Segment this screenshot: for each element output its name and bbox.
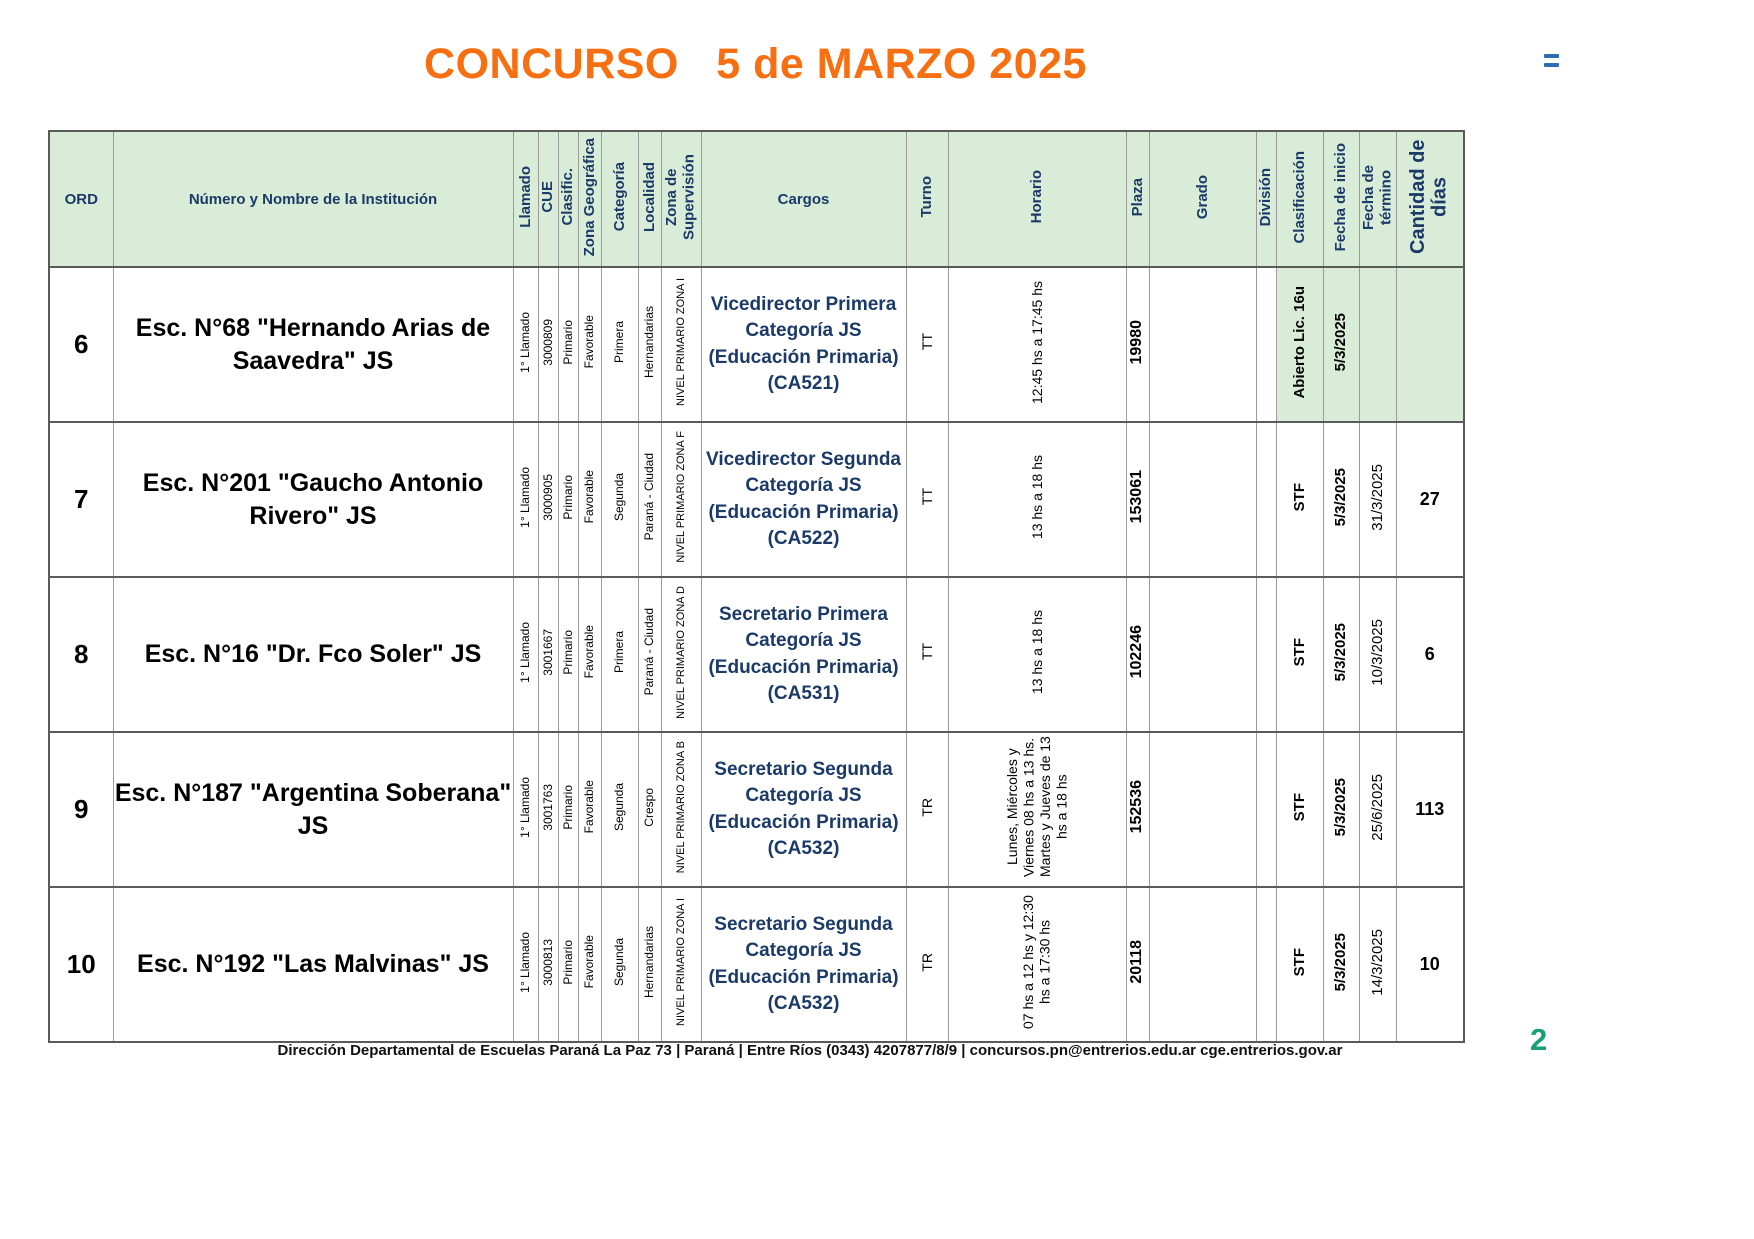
categoria-cell: Segunda [601,732,638,887]
dias-cell [1396,267,1464,422]
plaza-cell: 153061 [1126,422,1149,577]
categoria-cell: Segunda [601,887,638,1042]
division-cell [1256,577,1276,732]
col-header-ord: ORD [49,131,113,267]
col-header-clasificacion: Clasificación [1276,131,1323,267]
cargos-cell: Secretario Segunda Categoría JS (Educación Primaria) (CA532) [701,732,906,887]
grado-cell [1149,422,1256,577]
clasific-cell: Primario [558,577,578,732]
col-header-llamado: Llamado [513,131,538,267]
zona-geografica-cell: Favorable [578,267,601,422]
clasificacion-cell: STF [1276,887,1323,1042]
table-header-row [49,131,1464,267]
ord-cell: 8 [49,577,113,732]
zona-geografica-cell: Favorable [578,887,601,1042]
col-header-categoria: Categoría [601,131,638,267]
clasific-cell: Primario [558,422,578,577]
localidad-cell: Hernandarias [638,267,661,422]
turno-cell: TT [906,577,948,732]
zona-supervision-cell: NIVEL PRIMARIO ZONA B [661,732,701,887]
col-header-institucion: Número y Nombre de la Institución [113,131,513,267]
clasific-cell: Primario [558,887,578,1042]
clasificacion-cell: STF [1276,577,1323,732]
llamado-cell: 1° Llamado [513,267,538,422]
categoria-cell: Primera [601,267,638,422]
categoria-cell: Primera [601,577,638,732]
zona-supervision-cell: NIVEL PRIMARIO ZONA D [661,577,701,732]
plaza-cell: 152536 [1126,732,1149,887]
fecha-inicio-cell: 5/3/2025 [1323,267,1359,422]
turno-cell: TR [906,887,948,1042]
dias-cell: 6 [1396,577,1464,732]
col-header-localidad: Localidad [638,131,661,267]
col-header-zona-supervision: Zona de Supervisión [661,131,701,267]
col-header-zona-geografica: Zona Geográfica [578,131,601,267]
page-title: CONCURSO 5 de MARZO 2025 [424,40,1087,88]
plaza-cell: 102246 [1126,577,1149,732]
col-header-cue: CUE [538,131,558,267]
ord-cell: 6 [49,267,113,422]
dash-icon [1544,63,1559,67]
localidad-cell: Paraná - Ciudad [638,577,661,732]
cue-cell: 3001667 [538,577,558,732]
col-header-plaza: Plaza [1126,131,1149,267]
localidad-cell: Hernandarias [638,887,661,1042]
concurso-table-body [49,267,1464,1042]
zona-geografica-cell: Favorable [578,732,601,887]
plaza-cell: 20118 [1126,887,1149,1042]
table-row [49,267,1464,422]
table-row [49,887,1464,1042]
turno-cell: TT [906,267,948,422]
categoria-cell: Segunda [601,422,638,577]
col-header-grado: Grado [1149,131,1256,267]
footer-text: Dirección Departamental de Escuelas Paraná La Paz 73 | Paraná | Entre Ríos (0343) 4207877/8/9 | concursos.pn@entrerios.edu.ar cge.entrerios.gov.ar [277,1042,1343,1059]
grado-cell [1149,267,1256,422]
blue-dashes-icon[interactable] [1544,54,1560,72]
dias-cell: 10 [1396,887,1464,1042]
institution-cell: Esc. N°201 "Gaucho Antonio Rivero" JS [113,422,513,577]
col-header-cargos: Cargos [701,131,906,267]
cargos-cell: Secretario Segunda Categoría JS (Educación Primaria) (CA532) [701,887,906,1042]
dias-cell: 27 [1396,422,1464,577]
institution-cell: Esc. N°192 "Las Malvinas" JS [113,887,513,1042]
llamado-cell: 1° Llamado [513,732,538,887]
fecha-inicio-cell: 5/3/2025 [1323,732,1359,887]
fecha-termino-cell: 31/3/2025 [1359,422,1396,577]
clasificacion-cell: STF [1276,422,1323,577]
zona-geografica-cell: Favorable [578,577,601,732]
col-header-turno: Turno [906,131,948,267]
dash-icon [1544,54,1559,58]
llamado-cell: 1° Llamado [513,577,538,732]
horario-cell: 13 hs a 18 hs [948,422,1126,577]
cue-cell: 3000813 [538,887,558,1042]
dias-cell: 113 [1396,732,1464,887]
grado-cell [1149,732,1256,887]
horario-cell: 13 hs a 18 hs [948,577,1126,732]
zona-supervision-cell: NIVEL PRIMARIO ZONA I [661,887,701,1042]
clasific-cell: Primario [558,732,578,887]
horario-cell: 12:45 hs a 17:45 hs [948,267,1126,422]
localidad-cell: Crespo [638,732,661,887]
zona-supervision-cell: NIVEL PRIMARIO ZONA F [661,422,701,577]
zona-supervision-cell: NIVEL PRIMARIO ZONA I [661,267,701,422]
fecha-termino-cell: 25/6/2025 [1359,732,1396,887]
clasificacion-cell: STF [1276,732,1323,887]
fecha-inicio-cell: 5/3/2025 [1323,422,1359,577]
fecha-inicio-cell: 5/3/2025 [1323,887,1359,1042]
cue-cell: 3000809 [538,267,558,422]
clasificacion-cell: Abierto Lic. 16u [1276,267,1323,422]
col-header-division: División [1256,131,1276,267]
ord-cell: 9 [49,732,113,887]
ord-cell: 7 [49,422,113,577]
col-header-clasific: Clasific. [558,131,578,267]
cue-cell: 3001763 [538,732,558,887]
division-cell [1256,422,1276,577]
localidad-cell: Paraná - Ciudad [638,422,661,577]
division-cell [1256,267,1276,422]
col-header-fecha-termino: Fecha de término [1359,131,1396,267]
col-header-cantidad-dias: Cantidad de días [1396,131,1464,267]
horario-cell: 07 hs a 12 hs y 12:30 hs a 17:30 hs [948,887,1126,1042]
table-row [49,422,1464,577]
fecha-termino-cell: 14/3/2025 [1359,887,1396,1042]
division-cell [1256,887,1276,1042]
institution-cell: Esc. N°16 "Dr. Fco Soler" JS [113,577,513,732]
institution-cell: Esc. N°68 "Hernando Arias de Saavedra" JS [113,267,513,422]
fecha-termino-cell: 10/3/2025 [1359,577,1396,732]
grado-cell [1149,577,1256,732]
horario-cell: Lunes, Miércoles y Viernes 08 hs a 13 hs. Martes y Jueves de 13 hs a 18 hs [948,732,1126,887]
plaza-cell: 19980 [1126,267,1149,422]
zona-geografica-cell: Favorable [578,422,601,577]
turno-cell: TR [906,732,948,887]
clasific-cell: Primario [558,267,578,422]
llamado-cell: 1° Llamado [513,422,538,577]
llamado-cell: 1° Llamado [513,887,538,1042]
concurso-table [48,130,1465,1043]
cargos-cell: Secretario Primera Categoría JS (Educación Primaria) (CA531) [701,577,906,732]
ord-cell: 10 [49,887,113,1042]
cargos-cell: Vicedirector Primera Categoría JS (Educación Primaria) (CA521) [701,267,906,422]
table-row [49,732,1464,887]
fecha-inicio-cell: 5/3/2025 [1323,577,1359,732]
cargos-cell: Vicedirector Segunda Categoría JS (Educación Primaria) (CA522) [701,422,906,577]
cue-cell: 3000905 [538,422,558,577]
institution-cell: Esc. N°187 "Argentina Soberana" JS [113,732,513,887]
page-number: 2 [1530,1022,1548,1057]
table-row [49,577,1464,732]
col-header-fecha-inicio: Fecha de inicio [1323,131,1359,267]
division-cell [1256,732,1276,887]
fecha-termino-cell [1359,267,1396,422]
grado-cell [1149,887,1256,1042]
turno-cell: TT [906,422,948,577]
col-header-horario: Horario [948,131,1126,267]
